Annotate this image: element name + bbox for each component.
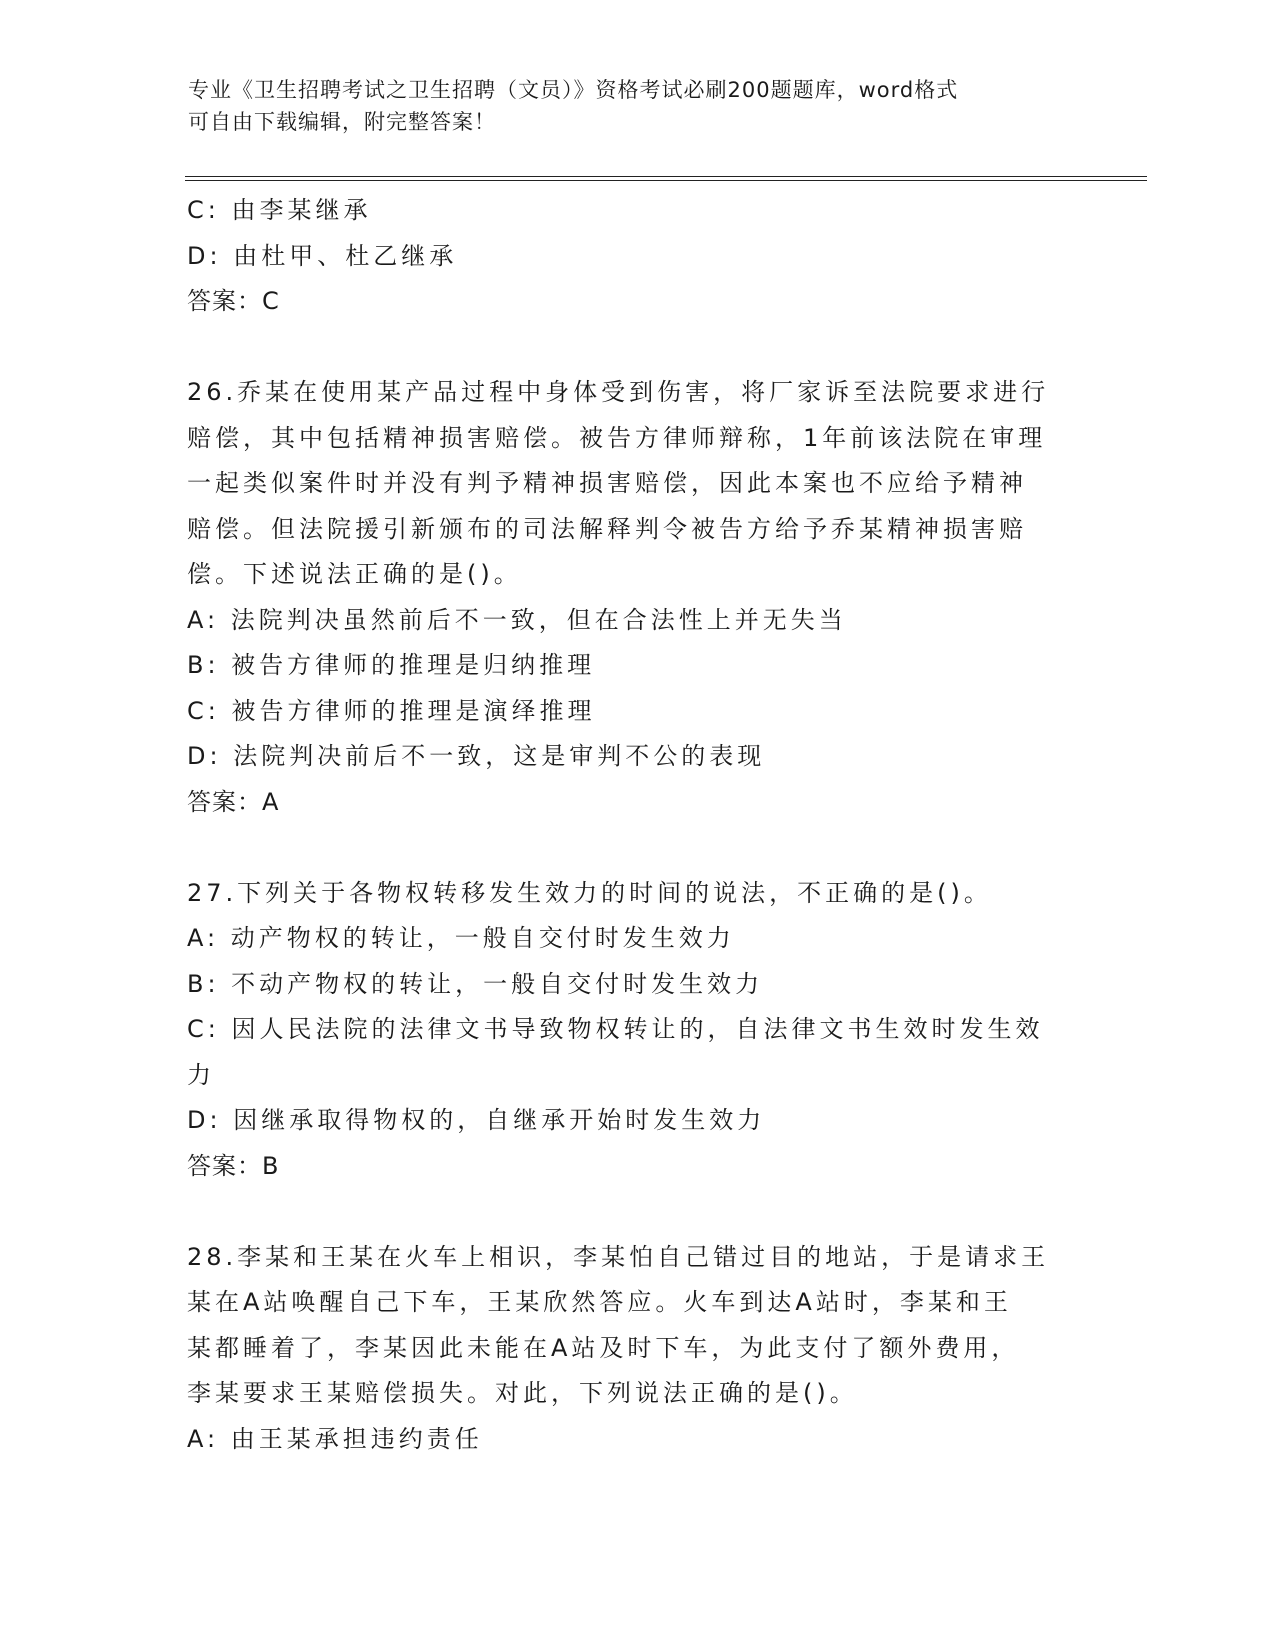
question-26: [187, 370, 1087, 825]
option-a: A: 动产物权的转让，一般自交付时发生效力: [187, 924, 735, 952]
question-28: [187, 1235, 1087, 1463]
option-d: D: 由杜甲、杜乙继承: [187, 241, 458, 270]
question-stem-line: 赔偿。但法院援引新颁布的司法解释判令被告方给予乔某精神损害赔: [187, 514, 1027, 543]
option-a: A: 由王某承担违约责任: [187, 1424, 483, 1453]
option-c: C: 被告方律师的推理是演绎推理: [187, 696, 596, 725]
question-stem-line: 某在A站唤醒自己下车，王某欣然答应。火车到达A站时，李某和王: [187, 1288, 1012, 1316]
option-b: B: 不动产物权的转让，一般自交付时发生效力: [187, 969, 764, 998]
question-stem-line: 赔偿，其中包括精神损害赔偿。被告方律师辩称，1年前该法院在审理: [187, 423, 1047, 452]
option-d: D: 法院判决前后不一致，这是审判不公的表现: [187, 742, 766, 770]
question-stem-line: 28.李某和王某在火车上相识，李某怕自己错过目的地站，于是请求王: [187, 1242, 1050, 1271]
page-header: [188, 74, 1068, 138]
header-line-1: 专业《卫生招聘考试之卫生招聘（文员）》资格考试必刷200题题库，word格式: [188, 78, 959, 102]
question-27: [187, 871, 1087, 1190]
answer: 答案：B: [187, 1151, 280, 1180]
question-stem-line: 26.乔某在使用某产品过程中身体受到伤害，将厂家诉至法院要求进行: [187, 378, 1050, 406]
option-b: B: 被告方律师的推理是归纳推理: [187, 651, 596, 679]
question-stem-line: 某都睡着了，李某因此未能在A站及时下车，为此支付了额外费用，: [187, 1333, 1020, 1362]
header-rule-bottom: [185, 180, 1147, 181]
document-body: [187, 188, 1087, 1462]
header-rule-top: [185, 176, 1147, 177]
option-d: D: 因继承取得物权的，自继承开始时发生效力: [187, 1106, 766, 1134]
question-stem-line: 27.下列关于各物权转移发生效力的时间的说法，不正确的是()。: [187, 878, 992, 907]
option-a: A: 法院判决虽然前后不一致，但在合法性上并无失当: [187, 605, 847, 634]
question-stem-line: 李某要求王某赔偿损失。对此，下列说法正确的是()。: [187, 1379, 858, 1407]
question-stem-line: 一起类似案件时并没有判予精神损害赔偿，因此本案也不应给予精神: [187, 469, 1027, 497]
answer: 答案：A: [187, 787, 280, 816]
answer: 答案：C: [187, 287, 280, 315]
question-stem-line: 偿。下述说法正确的是()。: [187, 560, 522, 588]
question-25-tail: [187, 188, 1087, 325]
option-c-continued: 力: [187, 1060, 215, 1089]
header-line-2: 可自由下载编辑，附完整答案！: [188, 110, 496, 134]
option-c: C: 由李某继承: [187, 196, 372, 224]
option-c: C: 因人民法院的法律文书导致物权转让的，自法律文书生效时发生效: [187, 1015, 1044, 1043]
